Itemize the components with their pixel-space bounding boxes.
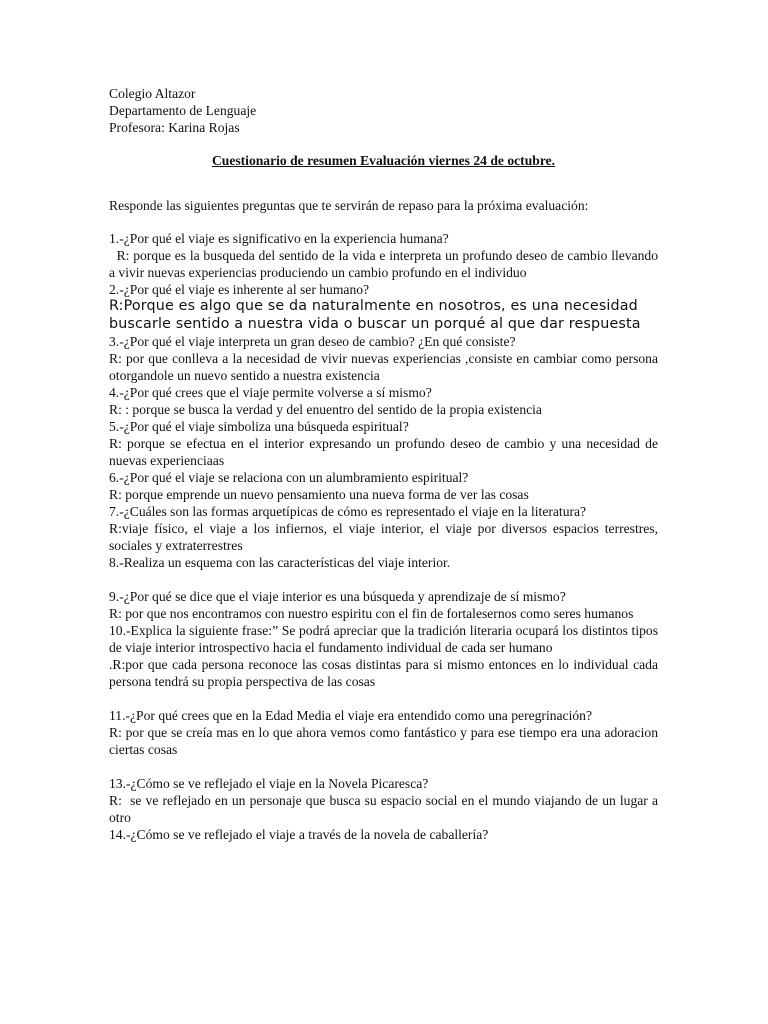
question-11: 11.-¿Por qué crees que en la Edad Media el viaje era entendido como una peregrinación? bbox=[109, 708, 592, 723]
question-5: 5.-¿Por qué el viaje simboliza una búsqueda espiritual? bbox=[109, 419, 409, 434]
spacer bbox=[109, 690, 658, 707]
department-name: Departamento de Lenguaje bbox=[109, 103, 257, 118]
document-page bbox=[109, 85, 662, 843]
answer-1: R: porque es la busqueda del sentido de la vida e interpreta un profundo deseo de cambio llevando a vivir nuevas experiencias produciendo un cambio profundo en el individuo bbox=[109, 248, 662, 280]
question-9: 9.-¿Por qué se dice que el viaje interior es una búsqueda y aprendizaje de sí mismo? bbox=[109, 589, 566, 604]
spacer bbox=[109, 571, 658, 588]
question-item-2 bbox=[109, 281, 658, 333]
question-item-13 bbox=[109, 775, 662, 826]
question-2: 2.-¿Por qué el viaje es inherente al ser humano? bbox=[109, 282, 370, 297]
school-name: Colegio Altazor bbox=[109, 86, 196, 101]
question-item-7 bbox=[109, 503, 658, 554]
question-3: 3.-¿Por qué el viaje interpreta un gran deseo de cambio? ¿En qué consiste? bbox=[109, 334, 516, 349]
answer-9: R: por que nos encontramos con nuestro espiritu con el fin de fortalesernos como seres humanos bbox=[109, 606, 634, 621]
question-item-8 bbox=[109, 554, 658, 571]
answer-6: R: porque emprende un nuevo pensamiento una nueva forma de ver las cosas bbox=[109, 487, 529, 502]
answer-10: .R:por que cada persona reconoce las cosas distintas para si mismo entonces en lo individual cada persona tendrá su propia perspectiva de las cosas bbox=[109, 657, 658, 689]
answer-7: R:viaje físico, el viaje a los infiernos, el viaje interior, el viaje por diversos espacios terrestres, sociales y extraterrestres bbox=[109, 521, 658, 553]
question-1: 1.-¿Por qué el viaje es significativo en la experiencia humana? bbox=[109, 231, 449, 246]
question-item-14 bbox=[109, 826, 658, 843]
instructions: Responde las siguientes preguntas que te servirán de repaso para la próxima evaluación: bbox=[109, 198, 589, 213]
question-item-3 bbox=[109, 333, 658, 384]
question-item-1 bbox=[109, 230, 662, 281]
spacer bbox=[109, 758, 658, 775]
answer-2: R:Porque es algo que se da naturalmente en nosotros, es una necesidad buscarle sentido a nuestra vida o buscar un porqué al que dar respuesta bbox=[109, 298, 641, 332]
question-item-4 bbox=[109, 384, 658, 418]
question-10: 10.-Explica la siguiente frase:” Se podrá apreciar que la tradición literaria ocupará los distintos tipos de viaje interior introspectivo hacia el fundamento individual de cada ser humano bbox=[109, 623, 658, 655]
question-4: 4.-¿Por qué crees que el viaje permite volverse a sí mismo? bbox=[109, 385, 432, 400]
question-8: 8.-Realiza un esquema con las características del viaje interior. bbox=[109, 555, 451, 570]
question-item-11 bbox=[109, 707, 658, 758]
answer-11: R: por que se creía mas en lo que ahora vemos como fantástico y para ese tiempo era una adoracion ciertas cosas bbox=[109, 725, 658, 757]
question-item-9 bbox=[109, 588, 658, 622]
answer-13: R: se ve reflejado en un personaje que busca su espacio social en el mundo viajando de un lugar a otro bbox=[109, 793, 662, 825]
document-title: Cuestionario de resumen Evaluación viernes 24 de octubre. bbox=[211, 153, 556, 168]
question-13: 13.-¿Cómo se ve reflejado el viaje en la Novela Picaresca? bbox=[109, 776, 429, 791]
question-item-10 bbox=[109, 622, 658, 690]
question-7: 7.-¿Cuáles son las formas arquetípicas de cómo es representado el viaje en la literatura? bbox=[109, 504, 587, 519]
answer-3: R: por que conlleva a la necesidad de vivir nuevas experiencias ,consiste en cambiar como persona otorgandole un nuevo sentido a nuestra existencia bbox=[109, 351, 658, 383]
answer-5: R: porque se efectua en el interior expresando un profundo deseo de cambio y una necesidad de nuevas experienciaas bbox=[109, 436, 658, 468]
answer-4: R: : porque se busca la verdad y del enuentro del sentido de la propia existencia bbox=[109, 402, 542, 417]
question-14: 14.-¿Cómo se ve reflejado el viaje a través de la novela de caballería? bbox=[109, 827, 489, 842]
teacher-name: Profesora: Karina Rojas bbox=[109, 120, 240, 135]
question-item-6 bbox=[109, 469, 658, 503]
question-6: 6.-¿Por qué el viaje se relaciona con un alumbramiento espiritual? bbox=[109, 470, 469, 485]
question-item-5 bbox=[109, 418, 658, 469]
